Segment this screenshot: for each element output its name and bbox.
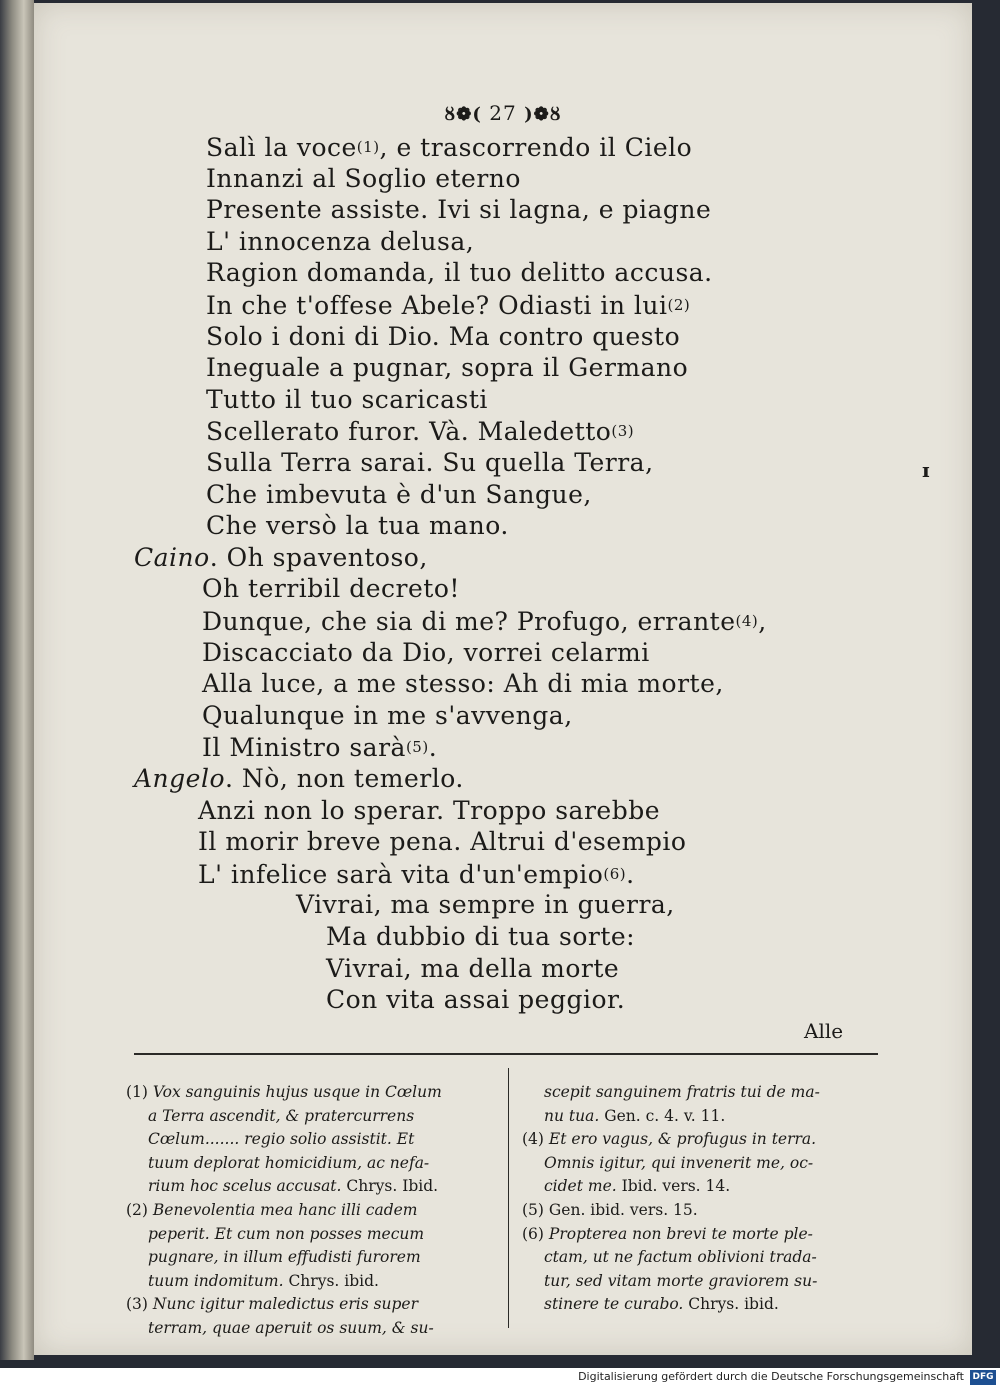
footnotes-right-column xyxy=(522,1081,886,1317)
verse-line xyxy=(206,321,680,353)
footnote-citation: Chrys. ibid. xyxy=(683,1295,779,1314)
verse-line xyxy=(326,953,619,985)
verse-text: Che imbevuta è d'un Sangue, xyxy=(206,479,592,509)
footnote-rule xyxy=(134,1053,878,1055)
verse-text: Ma dubbio di tua sorte: xyxy=(326,922,636,951)
footnote-line xyxy=(522,1293,886,1317)
footnote-line xyxy=(522,1270,886,1294)
speaker-name: Caino xyxy=(134,542,210,572)
footnote-latin-text: Benevolentia mea hanc illi cadem xyxy=(152,1200,418,1219)
catchword: Alle xyxy=(804,1019,844,1043)
footnote-number: (3) xyxy=(126,1295,148,1314)
verse-line xyxy=(206,447,654,479)
verse-text: Ineguale a pugnar, sopra il Germano xyxy=(206,353,689,383)
ornament-left: ȣ❁( xyxy=(444,104,482,125)
footnote-number: (1) xyxy=(126,1083,148,1101)
verse-line xyxy=(206,257,713,289)
footnote-latin-text: Et ero vagus, & profugus in terra. xyxy=(548,1130,817,1149)
footnote-number: (6) xyxy=(522,1224,544,1243)
footnote-reference: (1) xyxy=(356,138,380,156)
footnote-latin-text: Cœlum....... regio solio assistit. Et xyxy=(148,1130,415,1149)
footnote-reference: (4) xyxy=(735,612,759,630)
footnote-latin-text: tur, sed vitam morte graviorem su- xyxy=(544,1271,818,1290)
footnote-latin-text: stinere te curabo. xyxy=(544,1295,684,1314)
verse-line xyxy=(202,668,724,700)
verse-line xyxy=(202,573,460,605)
stray-mark: ɪ xyxy=(922,458,930,482)
verse-line xyxy=(326,921,635,953)
page-number-header xyxy=(34,101,972,125)
verse-text: In che t'offese Abele? Odiasti in lui xyxy=(206,291,668,320)
footnote-number: (5) xyxy=(522,1200,544,1219)
footnote-line xyxy=(126,1317,526,1341)
footnote-line xyxy=(126,1152,526,1176)
footnote-line xyxy=(126,1246,526,1270)
footnote-line xyxy=(522,1175,886,1199)
footnote-latin-text: ctam, ut ne factum oblivioni trada- xyxy=(544,1248,817,1267)
footnote-latin-text: scepit sanguinem fratris tui de ma- xyxy=(544,1083,820,1101)
verse-text: Presente assiste. Ivi si lagna, e piagne xyxy=(206,195,712,225)
verse-line xyxy=(206,510,509,542)
footnote-number: (4) xyxy=(522,1130,544,1149)
footnotes-left-column xyxy=(126,1081,526,1341)
verse-text-after: . xyxy=(626,859,635,889)
footnote-reference: (3) xyxy=(611,422,635,441)
verse-text: L' innocenza delusa, xyxy=(206,226,475,256)
verse-text: Salì la voce xyxy=(206,133,357,162)
verse-line xyxy=(198,858,635,891)
footnote-latin-text: rium hoc scelus accusat. xyxy=(148,1177,342,1196)
book-page xyxy=(34,3,972,1355)
verse-text: Sulla Terra sarai. Su quella Terra, xyxy=(206,448,654,477)
verse-line xyxy=(206,384,488,416)
page-number: 27 xyxy=(489,101,517,125)
footnote-reference: (2) xyxy=(667,296,691,314)
footnote-latin-text: nu tua. xyxy=(544,1106,600,1125)
footnote-latin-text: peperit. Et cum non posses mecum xyxy=(148,1224,425,1243)
speaker-name: Angelo xyxy=(134,764,226,793)
footnote-number: (2) xyxy=(126,1200,148,1219)
verse-text: Qualunque in me s'avvenga, xyxy=(202,700,573,730)
footnote-latin-text: tuum deplorat homicidium, ac nefa- xyxy=(148,1153,430,1172)
verse-line xyxy=(326,984,625,1016)
footnote-line xyxy=(126,1128,526,1152)
verse-line xyxy=(206,415,634,448)
verse-line xyxy=(198,826,686,858)
footnote-latin-text: tuum indomitum. xyxy=(148,1271,284,1290)
verse-text: Dunque, che sia di me? Profugo, errante xyxy=(202,607,736,636)
verse-text: Innanzi al Soglio eterno xyxy=(206,163,521,193)
verse-text: Solo i doni di Dio. Ma contro questo xyxy=(206,321,681,351)
verse-text: Vivrai, ma della morte xyxy=(326,953,620,983)
verse-text: Il Ministro sarà xyxy=(202,733,406,763)
verse-text: Ragion domanda, il tuo delitto accusa. xyxy=(206,258,713,288)
verse-line xyxy=(202,605,767,638)
footnote-line xyxy=(126,1199,526,1223)
footnote-latin-text: Vox sanguinis hujus usque in Cœlum xyxy=(152,1083,442,1101)
verse-line xyxy=(206,226,474,258)
verse-line xyxy=(202,731,437,764)
footnote-citation: Gen. c. 4. v. 11. xyxy=(599,1106,726,1125)
verse-text: Tutto il tuo scaricasti xyxy=(206,384,488,414)
verse-text-after: , xyxy=(758,607,767,636)
footnote-line xyxy=(522,1223,886,1247)
footnote-latin-text: Omnis igitur, qui invenerit me, oc- xyxy=(544,1153,814,1172)
footnote-line xyxy=(522,1081,886,1105)
footnote-reference: (6) xyxy=(603,864,627,883)
footnote-citation: Gen. ibid. vers. 15. xyxy=(548,1200,698,1219)
book-left-edge xyxy=(0,0,34,1360)
footnote-line xyxy=(522,1105,886,1129)
verse-text: . Oh spaventoso, xyxy=(209,542,428,572)
footnote-latin-text: Propterea non brevi te morte ple- xyxy=(548,1224,813,1243)
verse-line xyxy=(206,131,692,164)
footnote-reference: (5) xyxy=(405,738,429,757)
footnote-latin-text: terram, quae aperuit os suum, & su- xyxy=(148,1318,434,1337)
verse-line xyxy=(202,700,573,732)
verse-text: L' infelice sarà vita d'un'empio xyxy=(198,859,604,889)
verse-line xyxy=(198,795,660,827)
verse-text-after: , e trascorrendo il Cielo xyxy=(379,133,693,162)
footnote-line xyxy=(522,1152,886,1176)
verse-line xyxy=(202,637,650,669)
verse-line xyxy=(206,289,690,322)
ornament-right: )❁ȣ xyxy=(524,104,562,125)
footnote-line xyxy=(126,1081,526,1105)
footnote-line xyxy=(522,1199,886,1223)
footnote-latin-text: a Terra ascendit, & pratercurrens xyxy=(148,1106,415,1125)
dfg-logo: DFG xyxy=(970,1370,996,1385)
verse-line xyxy=(134,542,428,574)
footnote-line xyxy=(126,1175,526,1199)
verse-text: Che versò la tua mano. xyxy=(206,511,509,541)
verse-text: Scellerato furor. Và. Maledetto xyxy=(206,417,612,447)
verse-line xyxy=(206,479,592,511)
footnote-line xyxy=(522,1246,886,1270)
verse-line xyxy=(134,763,464,795)
verse-line xyxy=(206,352,688,384)
footnote-latin-text: pugnare, in illum effudisti furorem xyxy=(148,1248,421,1267)
verse-text: . Nò, non temerlo. xyxy=(225,764,464,793)
footer-credit: Digitalisierung gefördert durch die Deutsche Forschungsgemeinschaft xyxy=(578,1370,964,1383)
footnote-citation: Chrys. Ibid. xyxy=(341,1177,439,1196)
footnote-line xyxy=(126,1270,526,1294)
footnote-line xyxy=(126,1105,526,1129)
footnote-latin-text: Nunc igitur maledictus eris super xyxy=(152,1295,419,1314)
verse-text: Vivrai, ma sempre in guerra, xyxy=(296,890,675,920)
verse-line xyxy=(296,889,675,921)
digitization-footer xyxy=(0,1368,1000,1388)
footnote-line xyxy=(126,1223,526,1247)
footnote-citation: Chrys. ibid. xyxy=(283,1271,379,1290)
verse-text: Anzi non lo sperar. Troppo sarebbe xyxy=(198,795,661,825)
verse-text-after: . xyxy=(428,733,438,763)
verse-text: Discacciato da Dio, vorrei celarmi xyxy=(202,637,650,667)
verse-line xyxy=(206,194,711,226)
verse-line xyxy=(206,163,521,195)
footnote-line xyxy=(522,1128,886,1152)
footnote-citation: Ibid. vers. 14. xyxy=(616,1177,731,1196)
verse-text: Oh terribil decreto! xyxy=(202,574,460,604)
footnote-line xyxy=(126,1293,526,1317)
verse-text: Alla luce, a me stesso: Ah di mia morte, xyxy=(202,669,724,699)
verse-text: Con vita assai peggior. xyxy=(326,985,626,1015)
verse-text: Il morir breve pena. Altrui d'esempio xyxy=(198,827,687,857)
footnote-latin-text: cidet me. xyxy=(544,1177,617,1196)
